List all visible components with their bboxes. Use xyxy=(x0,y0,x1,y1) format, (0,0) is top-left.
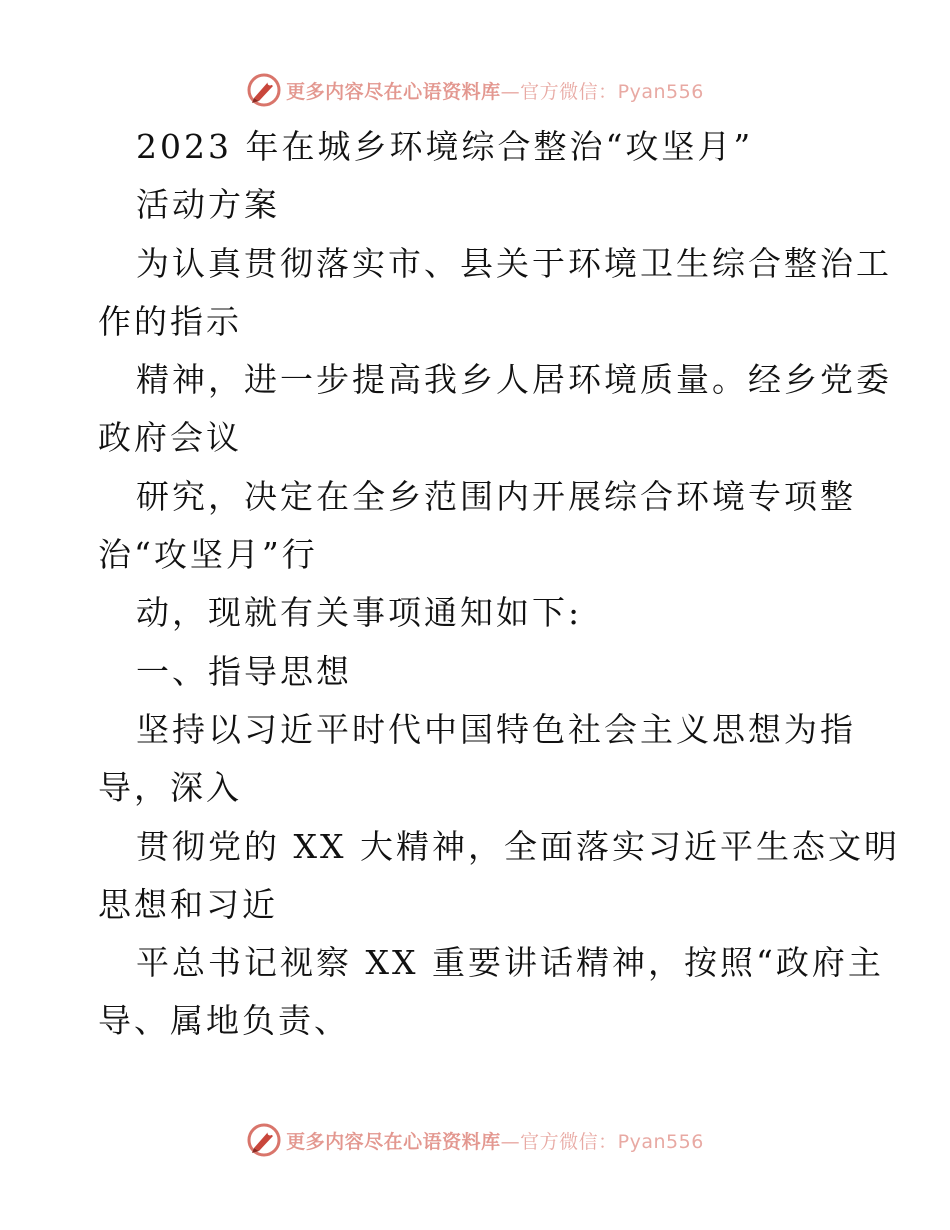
doc-line: 治“攻坚月”行 xyxy=(98,535,318,575)
doc-line: 政府会议 xyxy=(98,418,242,458)
footer-watermark xyxy=(0,1120,950,1160)
doc-line: 贯彻党的 XX 大精神，全面落实习近平生态文明 xyxy=(136,826,900,866)
doc-line: 研究，决定在全乡范围内开展综合环境专项整 xyxy=(136,476,856,516)
document-body xyxy=(98,118,900,1051)
doc-line: 坚持以习近平时代中国特色社会主义思想为指 xyxy=(136,709,856,749)
doc-line: 作的指示 xyxy=(98,301,242,341)
doc-line: 思想和习近 xyxy=(98,884,278,924)
doc-line: 精神，进一步提高我乡人居环境质量。经乡党委 xyxy=(136,360,892,400)
pen-logo-icon xyxy=(246,72,282,108)
banner-main-text: 更多内容尽在心语资料库 xyxy=(286,80,501,103)
doc-line: 平总书记视察 XX 重要讲话精神，按照“政府主 xyxy=(136,943,884,983)
banner-contact-text: —官方微信：Pyan556 xyxy=(500,80,704,103)
doc-line: 动，现就有关事项通知如下: xyxy=(136,593,583,633)
doc-line: 2023 年在城乡环境综合整治“攻坚月” xyxy=(136,127,754,166)
doc-line: 导、属地负责、 xyxy=(98,1001,350,1041)
doc-line: 为认真贯彻落实市、县关于环境卫生综合整治工 xyxy=(136,243,892,283)
pen-logo-icon xyxy=(246,1122,282,1158)
header-watermark xyxy=(0,70,950,110)
doc-line: 活动方案 xyxy=(136,185,280,225)
banner-main-text: 更多内容尽在心语资料库 xyxy=(286,1130,501,1153)
banner-contact-text: —官方微信：Pyan556 xyxy=(500,1130,704,1153)
doc-line: 导，深入 xyxy=(98,768,242,808)
section-heading: 一、指导思想 xyxy=(136,651,352,691)
